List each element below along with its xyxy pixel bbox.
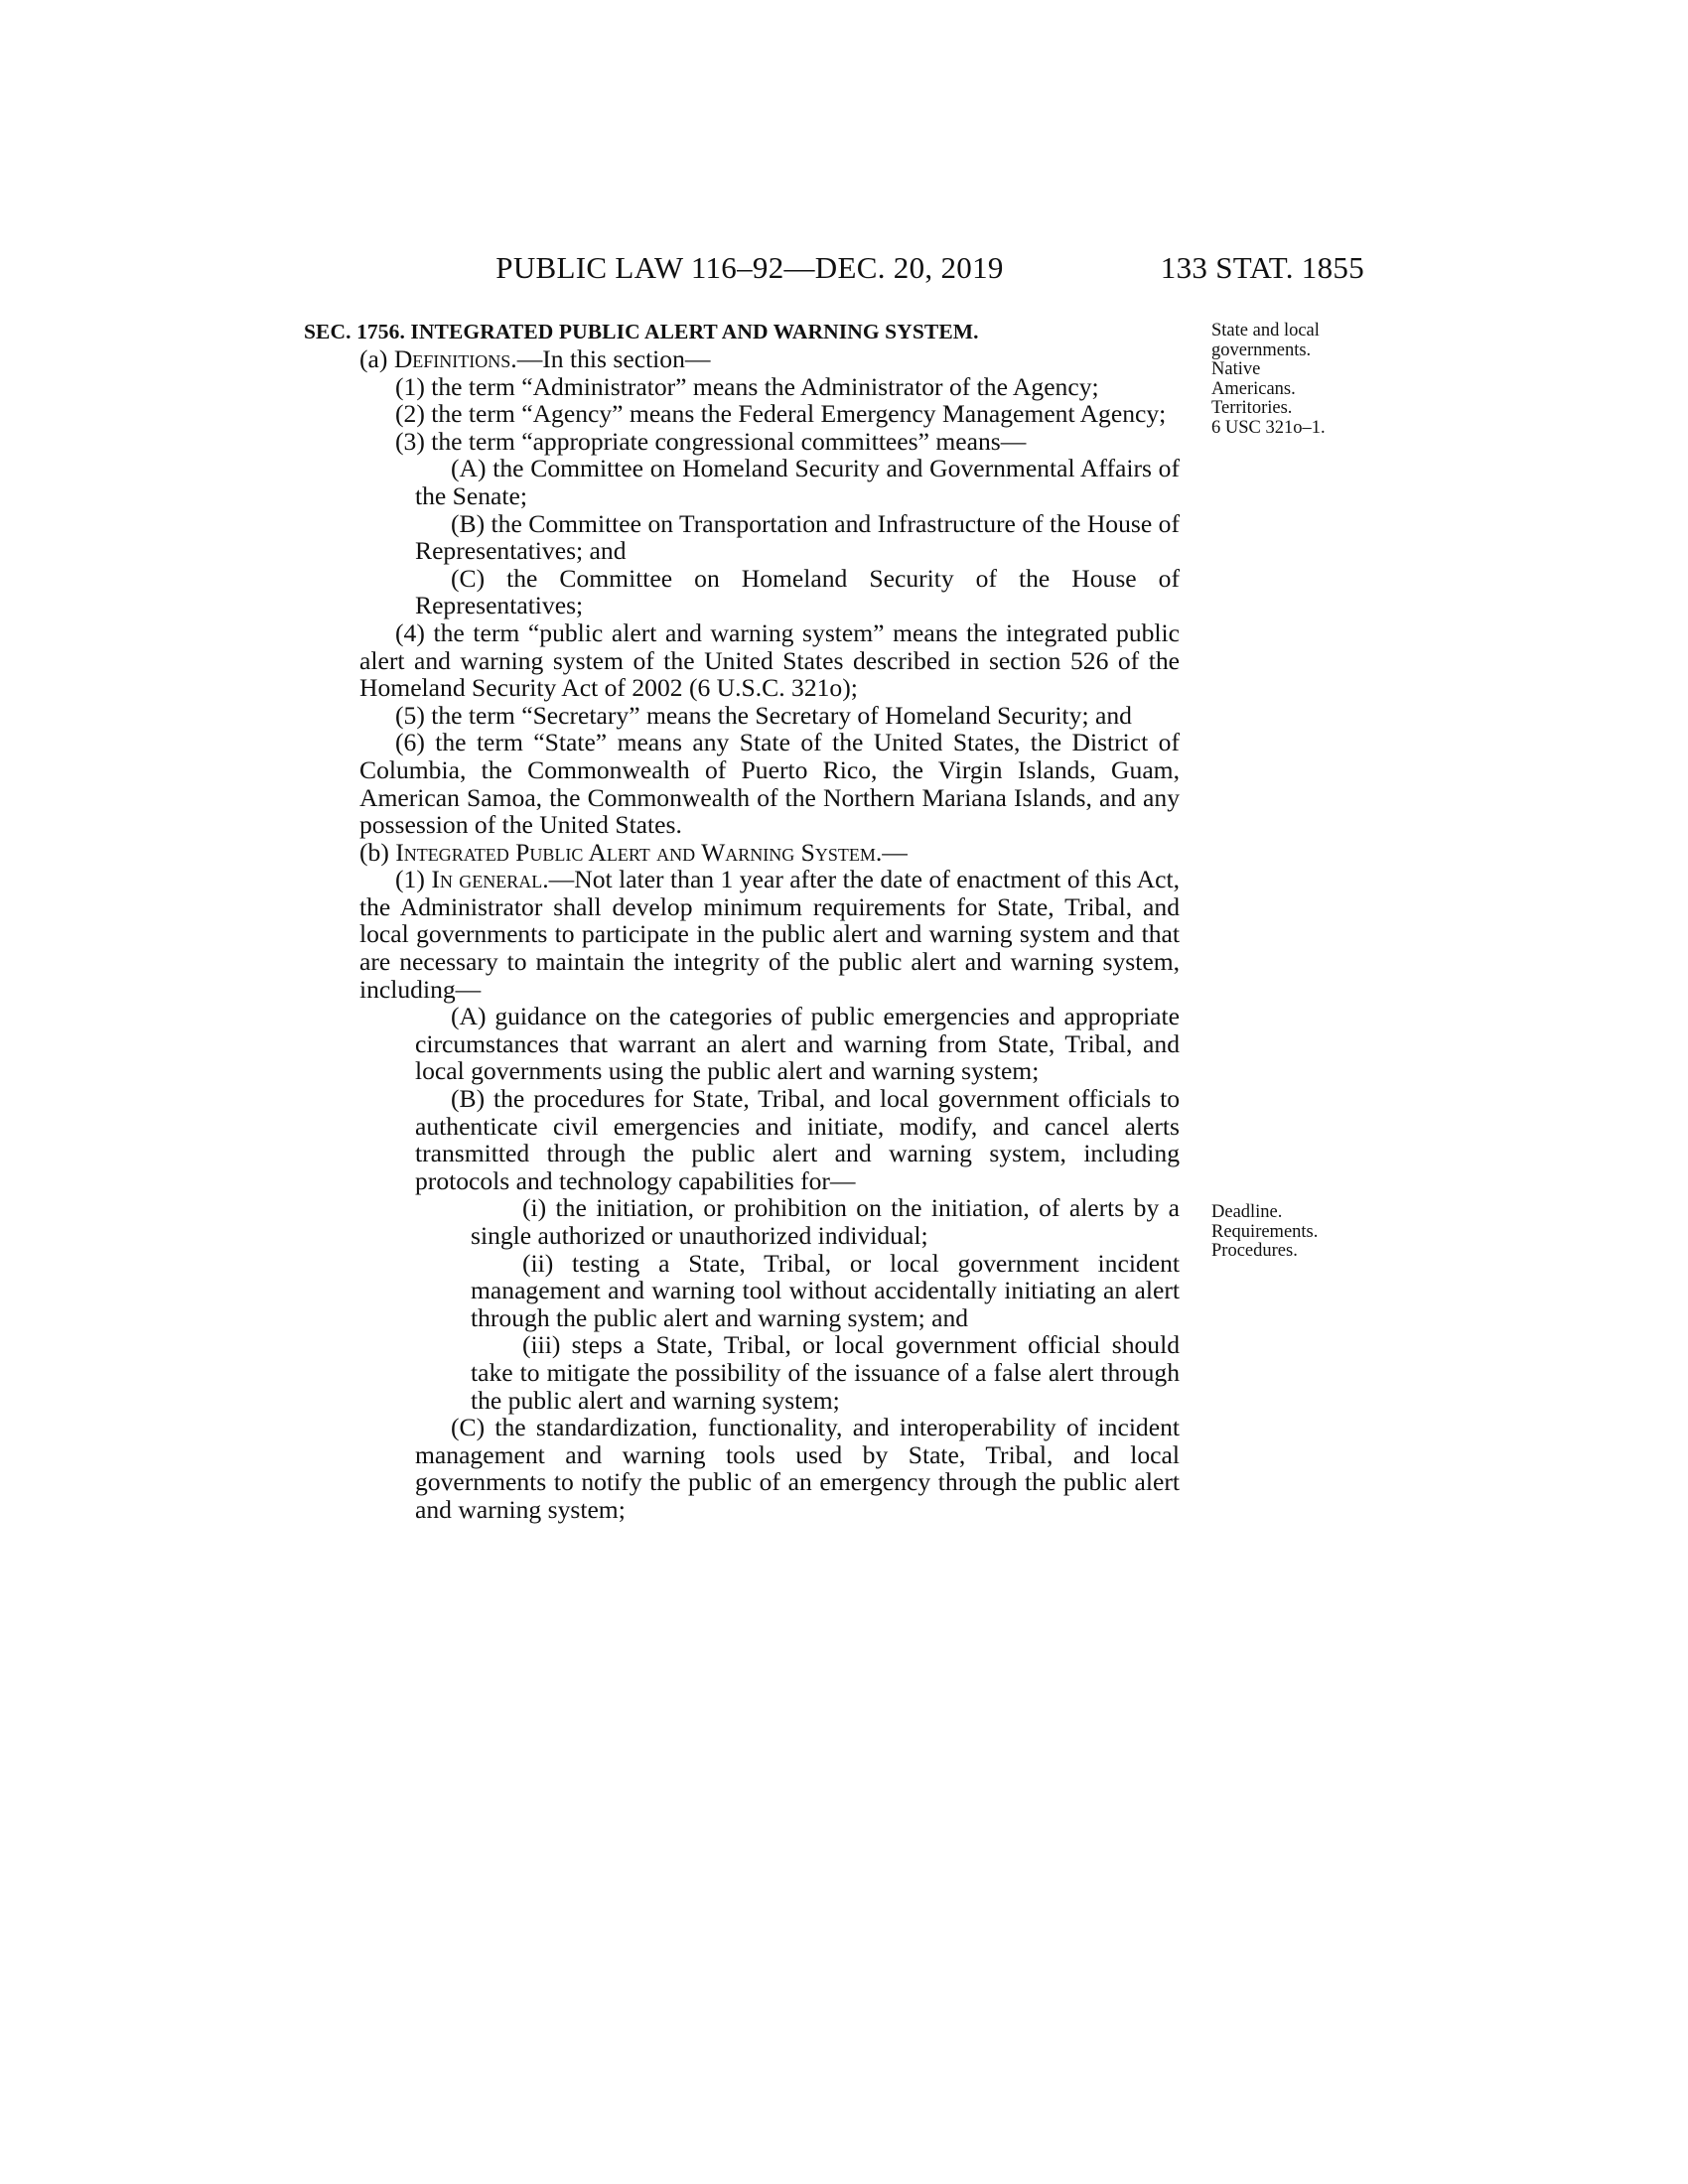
page-header <box>0 250 1688 290</box>
paragraph-a1: (1) the term “Administrator” means the Administrator of the Agency; <box>395 371 1099 401</box>
subsection-heading: Definitions <box>393 344 511 373</box>
margin-note-topics <box>1211 322 1380 438</box>
public-law-title: PUBLIC LAW 116–92—DEC. 20, 2019 <box>495 250 1004 285</box>
clause-b1Bii: (ii) testing a State, Tribal, or local government incident management and warning tool without accidentally initiating an alert through the public alert and warning system; and <box>471 1248 1180 1332</box>
subparagraph-a3A: (A) the Committee on Homeland Security and Governmental Affairs of the Senate; <box>415 454 1180 510</box>
paragraph-a2: (2) the term “Agency” means the Federal Emergency Management Agency; <box>395 399 1167 429</box>
margin-note-line: Territories. <box>1211 398 1293 418</box>
subsection-a-definitions <box>359 345 1180 373</box>
subsection-label: (a) <box>359 344 394 373</box>
subparagraph-a3B: (B) the Committee on Transportation and Infrastructure of the House of Representatives; and <box>415 508 1180 566</box>
margin-note-line: governments. <box>1211 340 1312 360</box>
paragraph-b1 <box>359 866 1180 1003</box>
subparagraph-b1C: (C) the standardization, functionality, and interoperability of incident management and warning tools used by State, Tribal, and local governments to notify the public of an emergency through the public alert and warning system; <box>415 1413 1180 1524</box>
paragraph-heading: In general <box>431 865 543 894</box>
paragraph-a6: (6) the term “State” means any State of the United States, the District of Columbia, the Commonwealth of Puerto Rico, the Virgin Islands, Guam, American Samoa, the Commonwealth of the Northern Mariana Islands, and any possession of the United States. <box>359 728 1180 840</box>
margin-note-deadline <box>1211 1203 1380 1262</box>
section-heading: SEC. 1756. INTEGRATED PUBLIC ALERT AND WARNING SYSTEM. <box>304 320 979 343</box>
stat-page-number: 133 STAT. 1855 <box>1160 250 1364 285</box>
paragraph-label: (1) <box>395 865 432 894</box>
margin-note-line: State and local <box>1211 321 1320 341</box>
paragraph-text: .—Not later than 1 year after the date of enactment of this Act, the Administrator shall develop minimum requirements for State, Tribal, and local governments to participate in the public alert and warning system and that are necessary to maintain the integrity of the public alert and warning system, including— <box>359 865 1180 1004</box>
subsection-label: (b) <box>359 837 396 867</box>
subsection-text: .—In this section— <box>510 344 711 373</box>
paragraph-a3: (3) the term “appropriate congressional committees” means— <box>395 426 1027 456</box>
paragraph-a5: (5) the term “Secretary” means the Secretary of Homeland Security; and <box>395 700 1132 730</box>
subsection-text: .— <box>875 837 908 867</box>
subparagraph-a3C: (C) the Committee on Homeland Security of the House of Representatives; <box>415 563 1180 620</box>
margin-note-line: 6 USC 321o–1. <box>1211 417 1326 438</box>
subsection-b-ipaws <box>359 839 1180 867</box>
margin-note-line: Native <box>1211 359 1261 379</box>
margin-note-line: Americans. <box>1211 378 1296 399</box>
margin-note-line: Requirements. <box>1211 1221 1319 1242</box>
subsection-heading: Integrated Public Alert and Warning System <box>395 837 876 867</box>
subparagraph-b1B: (B) the procedures for State, Tribal, and local government officials to authenticate civil emergencies and initiate, modify, and cancel alerts transmitted through the public alert and warning system, including protocols and technology capabilities for— <box>415 1084 1180 1195</box>
paragraph-a4: (4) the term “public alert and warning system” means the integrated public alert and warning system of the United States described in section 526 of the Homeland Security Act of 2002 (6 U.S.C. 321o); <box>359 617 1180 703</box>
section-body <box>359 345 1180 1524</box>
clause-b1Bi: (i) the initiation, or prohibition on the initiation, of alerts by a single authorized or unauthorized individual; <box>471 1193 1180 1250</box>
margin-note-line: Procedures. <box>1211 1241 1298 1261</box>
clause-b1Biii: (iii) steps a State, Tribal, or local government official should take to mitigate the possibility of the issuance of a false alert through the public alert and warning system; <box>471 1330 1180 1415</box>
subparagraph-b1A: (A) guidance on the categories of public emergencies and appropriate circumstances that warrant an alert and warning from State, Tribal, and local governments using the public alert and warning system; <box>415 1002 1180 1086</box>
margin-note-line: Deadline. <box>1211 1202 1283 1222</box>
